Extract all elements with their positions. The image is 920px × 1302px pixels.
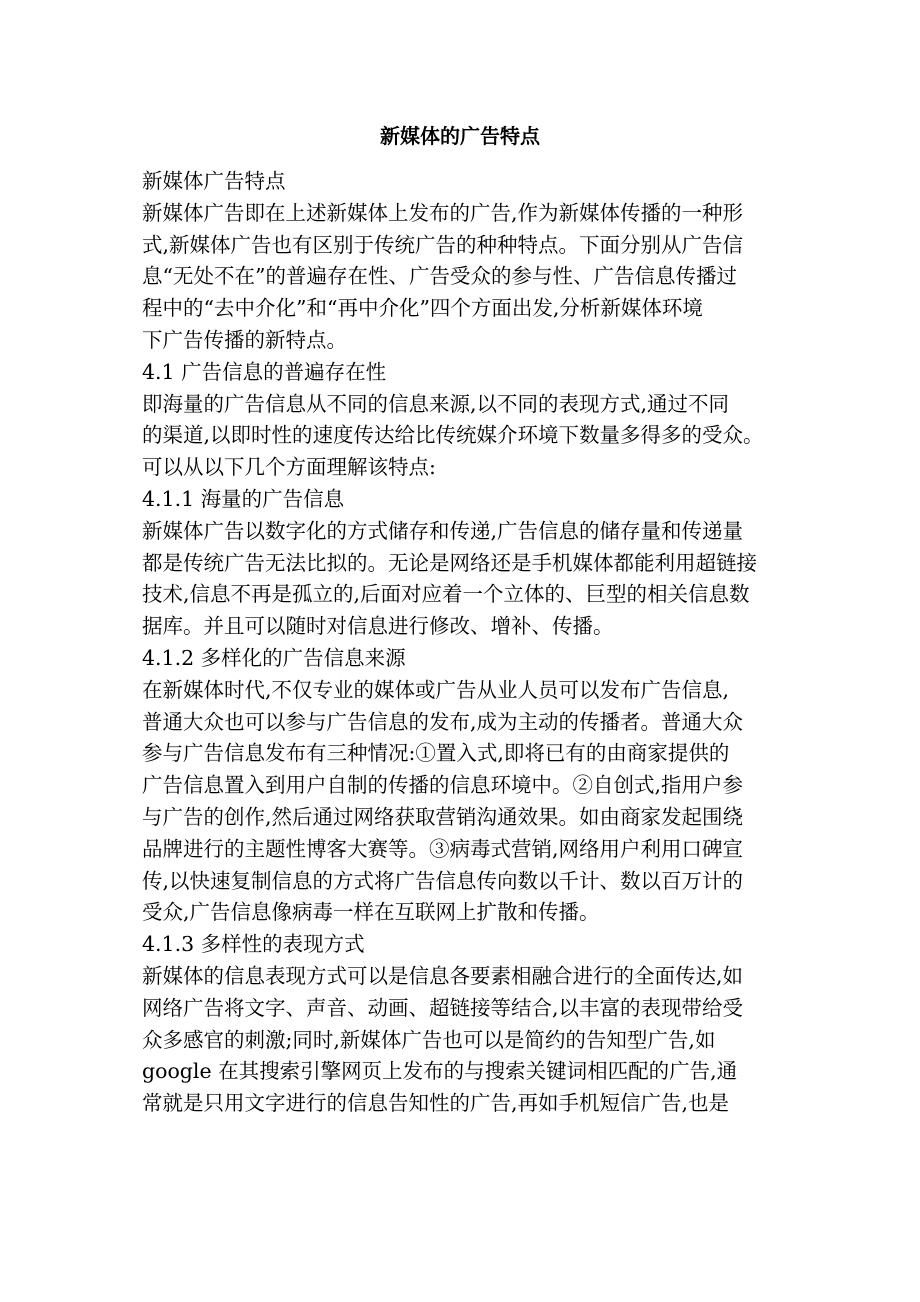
section-heading: 新媒体广告特点 [142, 169, 286, 193]
paragraph-line: 程中的“去中介化”和“再中介化”四个方面出发,分析新媒体环境 [142, 296, 703, 321]
paragraph-line: 式,新媒体广告也有区别于传统广告的种种特点。下面分别从广告信 [142, 232, 744, 257]
paragraph-line: 下广告传播的新特点。 [142, 327, 347, 352]
paragraph-line: 普通大众也可以参与广告信息的发布,成为主动的传播者。普通大众 [142, 709, 744, 734]
section-heading: 4.1 广告信息的普遍存在性 [142, 359, 387, 384]
paragraph-line: 据库。并且可以随时对信息进行修改、增补、传播。 [142, 614, 614, 639]
paragraph-line: google 在其搜索引擎网页上发布的与搜索关键词相匹配的广告,通 [142, 1059, 738, 1084]
paragraph-line: 众多感官的刺激;同时,新媒体广告也可以是简约的告知型广告,如 [142, 1027, 716, 1052]
paragraph-line: 在新媒体时代,不仅专业的媒体或广告从业人员可以发布广告信息, [142, 677, 730, 702]
page-title: 新媒体的广告特点 [380, 124, 540, 148]
paragraph-line: 息“无处不在”的普遍存在性、广告受众的参与性、广告信息传播过 [142, 264, 737, 289]
section-heading: 4.1.2 多样化的广告信息来源 [142, 645, 406, 670]
paragraph-line: 网络广告将文字、声音、动画、超链接等结合,以丰富的表现带给受 [142, 995, 744, 1020]
paragraph-line: 即海量的广告信息从不同的信息来源,以不同的表现方式,通过不同 [142, 391, 730, 416]
paragraph-line: 新媒体广告即在上述新媒体上发布的广告,作为新媒体传播的一种形 [142, 200, 744, 225]
paragraph-line: 参与广告信息发布有三种情况:①置入式,即将已有的由商家提供的 [142, 741, 730, 766]
paragraph-line: 的渠道,以即时性的速度传达给比传统媒介环境下数量多得多的受众。 [142, 423, 764, 448]
paragraph-line: 传,以快速复制信息的方式将广告信息传向数以千计、数以百万计的 [142, 868, 744, 893]
paragraph-line: 技术,信息不再是孤立的,后面对应着一个立体的、巨型的相关信息数 [142, 582, 750, 607]
paragraph-line: 广告信息置入到用户自制的传播的信息环境中。②自创式,指用户参 [142, 773, 744, 798]
paragraph-line: 受众,广告信息像病毒一样在互联网上扩散和传播。 [142, 900, 600, 925]
paragraph-line: 都是传统广告无法比拟的。无论是网络还是手机媒体都能利用超链接 [142, 550, 757, 575]
paragraph-line: 可以从以下几个方面理解该特点: [142, 455, 436, 480]
paragraph-line: 品牌进行的主题性博客大赛等。③病毒式营销,网络用户利用口碑宣 [142, 836, 744, 861]
section-heading: 4.1.3 多样性的表现方式 [142, 932, 365, 957]
paragraph-line: 新媒体的信息表现方式可以是信息各要素相融合进行的全面传达,如 [142, 963, 744, 988]
document-body [142, 166, 782, 1120]
paragraph-line: 新媒体广告以数字化的方式储存和传递,广告信息的储存量和传递量 [142, 518, 744, 543]
paragraph-line: 常就是只用文字进行的信息告知性的广告,再如手机短信广告,也是 [142, 1091, 730, 1116]
section-heading: 4.1.1 海量的广告信息 [142, 486, 345, 511]
paragraph-line: 与广告的创作,然后通过网络获取营销沟通效果。如由商家发起围绕 [142, 804, 744, 829]
